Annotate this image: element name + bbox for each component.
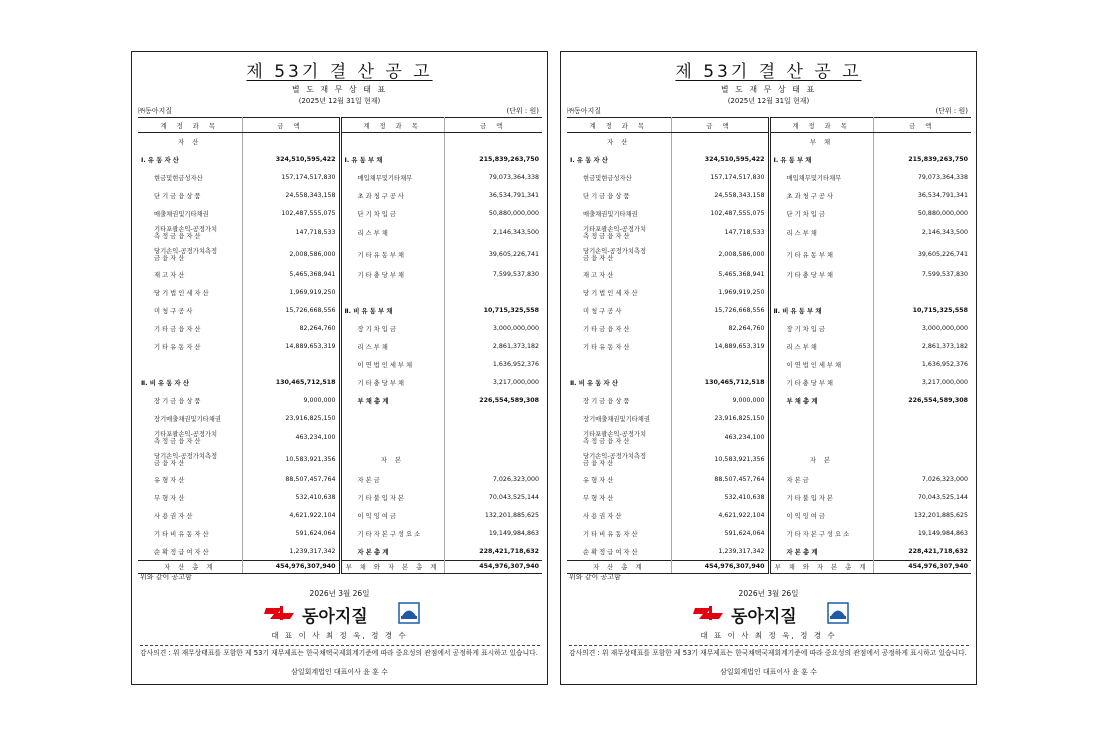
amount-value: 79,073,364,338 (917, 173, 968, 181)
amount-value: 15,726,668,556 (671, 302, 769, 320)
table-row (138, 244, 542, 266)
account-name: 자 본 총 계 (340, 543, 444, 561)
amount-value: 5,465,368,941 (242, 266, 340, 284)
statement-subtitle: 별 도 재 무 상 태 표 (720, 85, 817, 94)
amount-value: 532,410,638 (671, 489, 769, 507)
account-name: 기 타 충 당 부 채 (769, 266, 873, 284)
audit-opinion: 감사의견 : 위 재무상태표를 포함한 제 53기 재무제표는 한국채택국제회계기준에 따라 중요성의 관점에서 공정하게 표시하고 있습니다. (140, 645, 540, 658)
amount-value: 70,043,525,144 (488, 494, 539, 502)
table-row (567, 338, 971, 356)
amount-value: 36,534,791,341 (488, 191, 539, 199)
logo-brand-text: 동아지질 (302, 607, 368, 627)
amount-value: 10,583,921,356 (671, 449, 769, 471)
table-row (138, 449, 542, 471)
total-label: 자 산 총 계 (138, 560, 242, 573)
account-name: 장기매출채권및기타채권 (567, 409, 671, 427)
account-name: Ⅰ. 유 동 자 산 (567, 150, 671, 168)
account-name: 무 형 자 산 (138, 489, 242, 507)
account-name: 기 타 유 동 부 채 (340, 244, 444, 266)
section-row (138, 133, 542, 151)
table-row (567, 222, 971, 244)
page-title: 제 53기 결 산 공 고 (246, 62, 433, 82)
account-name: 리 스 부 채 (340, 222, 444, 244)
amount-value (873, 427, 971, 449)
amount-value: 1,239,317,342 (671, 543, 769, 561)
amount-value: 130,465,712,518 (242, 373, 340, 391)
section-label: 자 산 (138, 133, 242, 151)
account-name: Ⅱ. 비 유 동 자 산 (567, 373, 671, 391)
total-row (567, 560, 971, 573)
amount-value: 1,636,952,376 (492, 360, 539, 368)
account-name: 기 타 충 당 부 채 (340, 373, 444, 391)
section-label (340, 133, 444, 151)
amount-value: 14,889,653,319 (242, 338, 340, 356)
table-row (567, 302, 971, 320)
amount-value: 88,507,457,764 (671, 471, 769, 489)
ceo-names: 대 표 이 사 최 정 욱, 정 경 수 (271, 631, 408, 640)
account-name: 현금및현금성자산 (138, 168, 242, 186)
account-name: Ⅰ. 유 동 자 산 (138, 150, 242, 168)
amount-value: 226,554,589,308 (908, 396, 968, 404)
logo-mark-icon (693, 604, 727, 622)
balance-sheet-table (138, 117, 542, 574)
company-logo (693, 602, 853, 627)
signature-date: 2026년 3월 26일 (309, 589, 370, 598)
amount-value: 5,465,368,941 (671, 266, 769, 284)
page-title: 제 53기 결 산 공 고 (675, 62, 862, 82)
account-name: 현금및현금성자산 (567, 168, 671, 186)
table-row (567, 204, 971, 222)
notice-page-right (560, 51, 977, 685)
account-name: 순 확 정 급 여 자 산 (138, 543, 242, 561)
ceo-names: 대 표 이 사 최 정 욱, 정 경 수 (700, 631, 837, 640)
account-name: 당기손익-공정가치측정 금 융 자 산 (567, 244, 671, 266)
table-row (567, 355, 971, 373)
account-name: 순 확 정 급 여 자 산 (567, 543, 671, 561)
amount-value: 102,487,555,075 (242, 204, 340, 222)
amount-value: 14,889,653,319 (671, 338, 769, 356)
total-label: 부 채 와 자 본 총 계 (340, 560, 444, 573)
account-name: 매입채무및기타채무 (340, 168, 444, 186)
account-name (769, 409, 873, 427)
account-name: 장 기 차 입 금 (769, 320, 873, 338)
table-row (138, 266, 542, 284)
table-row (138, 302, 542, 320)
amount-value: 2,146,343,500 (921, 229, 968, 237)
amount-value: 15,726,668,556 (242, 302, 340, 320)
table-row (567, 543, 971, 561)
account-name: Ⅰ. 유 동 부 채 (769, 150, 873, 168)
account-name: Ⅱ. 비 유 동 자 산 (138, 373, 242, 391)
amount-value: 324,510,595,422 (242, 150, 340, 168)
amount-value: 10,715,325,558 (912, 307, 968, 315)
amount-value: 215,839,263,750 (479, 155, 539, 163)
account-name (340, 409, 444, 427)
amount-value: 70,043,525,144 (917, 494, 968, 502)
account-name: 기 타 비 유 동 자 산 (138, 525, 242, 543)
amount-value: 132,201,885,625 (484, 512, 539, 520)
amount-value: 24,558,343,158 (671, 186, 769, 204)
table-row (138, 204, 542, 222)
account-name: 자 본 (340, 449, 444, 471)
amount-value (873, 409, 971, 427)
table-row (567, 449, 971, 471)
amount-value: 147,718,533 (671, 222, 769, 244)
logo-mark-icon (264, 604, 298, 622)
amount-value: 228,421,718,632 (479, 547, 539, 555)
announcement-note: 위와 같이 공고함 (569, 573, 621, 581)
amount-value: 2,008,586,000 (671, 244, 769, 266)
account-name: Ⅱ. 비 유 동 부 채 (769, 302, 873, 320)
amount-value (444, 284, 542, 302)
amount-value: 147,718,533 (242, 222, 340, 244)
table-row (567, 168, 971, 186)
account-name: 장 기 금 융 상 품 (567, 391, 671, 409)
account-name: 당기손익-공정가치측정 금 융 자 산 (138, 449, 242, 471)
account-name: 기타포괄손익-공정가치 측 정 금 융 자 산 (567, 427, 671, 449)
amount-value (444, 449, 542, 471)
company-logo (264, 602, 424, 627)
amount-value: 10,583,921,356 (242, 449, 340, 471)
account-name: 이 연 법 인 세 부 채 (769, 355, 873, 373)
amount-value: 3,000,000,000 (921, 325, 968, 333)
amount-value: 1,239,317,342 (242, 543, 340, 561)
account-name: 매출채권및기타채권 (138, 204, 242, 222)
amount-value: 2,861,373,182 (492, 342, 539, 350)
amount-value: 228,421,718,632 (908, 547, 968, 555)
account-name: 리 스 부 채 (769, 222, 873, 244)
amount-value: 10,715,325,558 (483, 307, 539, 315)
account-name (567, 355, 671, 373)
account-name: 기타포괄손익-공정가치 측 정 금 융 자 산 (138, 222, 242, 244)
account-name: 기타포괄손익-공정가치 측 정 금 융 자 산 (567, 222, 671, 244)
table-header-row (138, 118, 542, 133)
account-name: 단 기 금 융 상 품 (138, 186, 242, 204)
account-name: 사 용 권 자 산 (138, 507, 242, 525)
amount-value: 2,008,586,000 (242, 244, 340, 266)
table-row (138, 391, 542, 409)
account-name: 기 타 유 동 자 산 (567, 338, 671, 356)
amount-value: 82,264,760 (671, 320, 769, 338)
auditor-signature: 삼일회계법인 대표이사 윤 훈 수 (291, 668, 388, 676)
table-row (138, 186, 542, 204)
amount-value: 7,026,323,000 (492, 476, 539, 484)
table-row (567, 244, 971, 266)
table-row (567, 320, 971, 338)
section-row (567, 133, 971, 151)
total-label: 자 산 총 계 (567, 560, 671, 573)
amount-value: 7,599,537,830 (492, 271, 539, 279)
account-name: 재 고 자 산 (567, 266, 671, 284)
account-name: 이 연 법 인 세 부 채 (340, 355, 444, 373)
amount-value: 24,558,343,158 (242, 186, 340, 204)
table-row (567, 427, 971, 449)
account-name: 당 기 법 인 세 자 산 (138, 284, 242, 302)
amount-value: 532,410,638 (242, 489, 340, 507)
account-name: 재 고 자 산 (138, 266, 242, 284)
table-row (138, 168, 542, 186)
total-value: 454,976,307,940 (444, 560, 542, 573)
account-name: 기 타 충 당 부 채 (769, 373, 873, 391)
account-name: 유 형 자 산 (567, 471, 671, 489)
account-name: 기 타 자 본 구 성 요 소 (769, 525, 873, 543)
account-name: Ⅱ. 비 유 동 부 채 (340, 302, 444, 320)
account-name: 사 용 권 자 산 (567, 507, 671, 525)
table-row (138, 320, 542, 338)
table-row (567, 284, 971, 302)
table-row (138, 150, 542, 168)
total-row (138, 560, 542, 573)
account-name: 기 타 불 입 자 본 (340, 489, 444, 507)
amount-value (242, 355, 340, 373)
column-header: 계 정 과 목 (567, 118, 671, 133)
amount-value (671, 355, 769, 373)
table-row (138, 427, 542, 449)
account-name: 장 기 금 융 상 품 (138, 391, 242, 409)
total-value: 454,976,307,940 (873, 560, 971, 573)
account-name: 기 타 금 융 자 산 (138, 320, 242, 338)
amount-value: 1,636,952,376 (921, 360, 968, 368)
account-name: 기 타 유 동 자 산 (138, 338, 242, 356)
account-name: 기 타 충 당 부 채 (340, 266, 444, 284)
amount-value (873, 284, 971, 302)
table-row (138, 338, 542, 356)
amount-value: 4,621,922,104 (242, 507, 340, 525)
column-header: 금 액 (671, 118, 769, 133)
amount-value: 23,916,825,150 (671, 409, 769, 427)
table-row (567, 489, 971, 507)
amount-value: 19,149,984,863 (917, 530, 968, 538)
table-row (138, 489, 542, 507)
column-header: 계 정 과 목 (769, 118, 873, 133)
company-name: ㈜동아지질 (567, 107, 602, 115)
amount-value: 39,605,226,741 (488, 251, 539, 259)
account-name: 단 기 차 입 금 (340, 204, 444, 222)
amount-value: 157,174,517,830 (242, 168, 340, 186)
table-row (138, 373, 542, 391)
column-header: 계 정 과 목 (340, 118, 444, 133)
table-row (138, 543, 542, 561)
account-name: 자 본 (769, 449, 873, 471)
amount-value: 50,880,000,000 (488, 209, 539, 217)
account-name: 기 타 금 융 자 산 (567, 320, 671, 338)
amount-value: 88,507,457,764 (242, 471, 340, 489)
account-name: 당기손익-공정가치측정 금 융 자 산 (567, 449, 671, 471)
account-name: 자 본 총 계 (769, 543, 873, 561)
section-label: 부 채 (769, 133, 873, 151)
account-name: 미 청 구 공 사 (138, 302, 242, 320)
amount-value: 591,624,064 (671, 525, 769, 543)
unit-label: (단위 : 원) (935, 107, 968, 115)
account-name: 기 타 비 유 동 자 산 (567, 525, 671, 543)
account-name: 단 기 차 입 금 (769, 204, 873, 222)
amount-value: 82,264,760 (242, 320, 340, 338)
amount-value: 9,000,000 (671, 391, 769, 409)
table-row (138, 355, 542, 373)
amount-value: 19,149,984,863 (488, 530, 539, 538)
account-name: 미 청 구 공 사 (567, 302, 671, 320)
table-row (567, 373, 971, 391)
amount-value: 36,534,791,341 (917, 191, 968, 199)
amount-value: 2,146,343,500 (492, 229, 539, 237)
amount-value (444, 427, 542, 449)
table-row (567, 507, 971, 525)
table-row (567, 471, 971, 489)
table-row (138, 284, 542, 302)
table-row (567, 186, 971, 204)
account-name: Ⅰ. 유 동 부 채 (340, 150, 444, 168)
table-row (138, 222, 542, 244)
amount-value: 1,969,919,250 (671, 284, 769, 302)
amount-value: 130,465,712,518 (671, 373, 769, 391)
amount-value: 7,599,537,830 (921, 271, 968, 279)
announcement-note: 위와 같이 공고함 (140, 573, 192, 581)
total-label: 부 채 와 자 본 총 계 (769, 560, 873, 573)
account-name: 부 채 총 계 (769, 391, 873, 409)
table-row (138, 525, 542, 543)
amount-value: 463,234,100 (242, 427, 340, 449)
unit-label: (단위 : 원) (506, 107, 539, 115)
table-row (567, 150, 971, 168)
amount-value: 591,624,064 (242, 525, 340, 543)
account-name: 기 타 자 본 구 성 요 소 (340, 525, 444, 543)
amount-value: 3,217,000,000 (921, 378, 968, 386)
account-name (769, 284, 873, 302)
account-name (340, 284, 444, 302)
amount-value: 324,510,595,422 (671, 150, 769, 168)
amount-value: 3,000,000,000 (492, 325, 539, 333)
section-label: 자 산 (567, 133, 671, 151)
statement-subtitle: 별 도 재 무 상 태 표 (291, 85, 388, 94)
amount-value: 4,621,922,104 (671, 507, 769, 525)
amount-value: 226,554,589,308 (479, 396, 539, 404)
account-name: 매출채권및기타채권 (567, 204, 671, 222)
account-name: 매입채무및기타채무 (769, 168, 873, 186)
signature-date: 2026년 3월 26일 (738, 589, 799, 598)
account-name: 리 스 부 채 (769, 338, 873, 356)
auditor-signature: 삼일회계법인 대표이사 윤 훈 수 (720, 668, 817, 676)
safety-helmet-icon (827, 602, 849, 624)
amount-value: 50,880,000,000 (917, 209, 968, 217)
account-name: 단 기 금 융 상 품 (567, 186, 671, 204)
account-name (340, 427, 444, 449)
column-header: 금 액 (242, 118, 340, 133)
account-name: 당기손익-공정가치측정 금 융 자 산 (138, 244, 242, 266)
account-name (769, 427, 873, 449)
table-header-row (567, 118, 971, 133)
account-name: 당 기 법 인 세 자 산 (567, 284, 671, 302)
account-name: 자 본 금 (769, 471, 873, 489)
account-name: 부 채 총 계 (340, 391, 444, 409)
total-value: 454,976,307,940 (671, 560, 769, 573)
company-name: ㈜동아지질 (138, 107, 173, 115)
account-name: 이 익 잉 여 금 (340, 507, 444, 525)
table-row (567, 409, 971, 427)
logo-brand-text: 동아지질 (731, 607, 797, 627)
account-name: 기 타 불 입 자 본 (769, 489, 873, 507)
balance-sheet-table (567, 117, 971, 574)
amount-value: 79,073,364,338 (488, 173, 539, 181)
account-name: 유 형 자 산 (138, 471, 242, 489)
account-name: 무 형 자 산 (567, 489, 671, 507)
safety-helmet-icon (398, 602, 420, 624)
account-name: 이 익 잉 여 금 (769, 507, 873, 525)
amount-value (444, 409, 542, 427)
account-name: 리 스 부 채 (340, 338, 444, 356)
table-row (567, 525, 971, 543)
amount-value: 132,201,885,625 (913, 512, 968, 520)
amount-value: 7,026,323,000 (921, 476, 968, 484)
amount-value: 3,217,000,000 (492, 378, 539, 386)
table-row (567, 266, 971, 284)
table-row (138, 409, 542, 427)
total-value: 454,976,307,940 (242, 560, 340, 573)
amount-value: 23,916,825,150 (242, 409, 340, 427)
table-row (567, 391, 971, 409)
amount-value: 102,487,555,075 (671, 204, 769, 222)
account-name: 자 본 금 (340, 471, 444, 489)
amount-value (873, 449, 971, 471)
account-name: 기 타 유 동 부 채 (769, 244, 873, 266)
account-name: 초 과 청 구 공 사 (340, 186, 444, 204)
amount-value: 1,969,919,250 (242, 284, 340, 302)
account-name: 장기매출채권및기타채권 (138, 409, 242, 427)
amount-value: 2,861,373,182 (921, 342, 968, 350)
column-header: 금 액 (444, 118, 542, 133)
account-name (138, 355, 242, 373)
amount-value: 39,605,226,741 (917, 251, 968, 259)
audit-opinion: 감사의견 : 위 재무상태표를 포함한 제 53기 재무제표는 한국채택국제회계기준에 따라 중요성의 관점에서 공정하게 표시하고 있습니다. (569, 645, 969, 658)
account-name: 기타포괄손익-공정가치 측 정 금 융 자 산 (138, 427, 242, 449)
account-name: 장 기 차 입 금 (340, 320, 444, 338)
table-row (138, 507, 542, 525)
amount-value: 157,174,517,830 (671, 168, 769, 186)
amount-value: 215,839,263,750 (908, 155, 968, 163)
column-header: 금 액 (873, 118, 971, 133)
column-header: 계 정 과 목 (138, 118, 242, 133)
amount-value: 9,000,000 (242, 391, 340, 409)
statement-date: (2025년 12월 31일 현재) (298, 97, 381, 105)
table-row (138, 471, 542, 489)
notice-page-left (131, 51, 548, 685)
account-name: 초 과 청 구 공 사 (769, 186, 873, 204)
amount-value: 463,234,100 (671, 427, 769, 449)
statement-date: (2025년 12월 31일 현재) (727, 97, 810, 105)
